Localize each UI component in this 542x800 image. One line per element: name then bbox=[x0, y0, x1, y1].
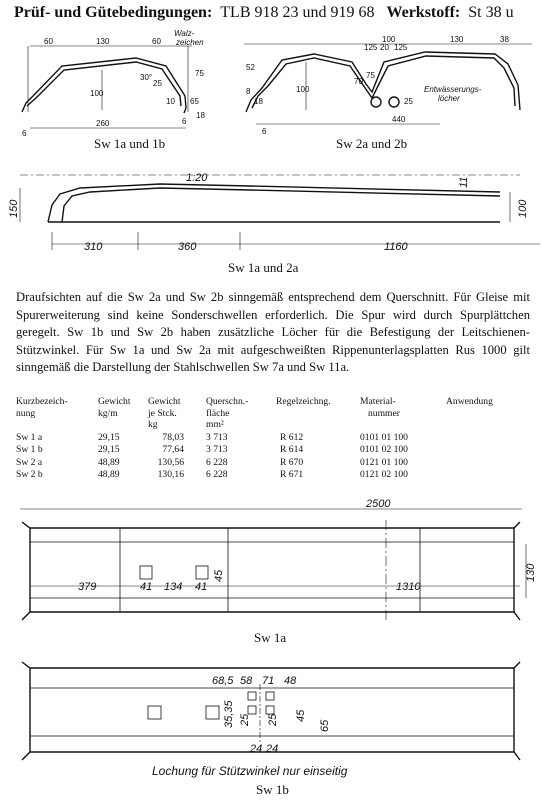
dim-label: 35,35 bbox=[223, 700, 235, 728]
header-cell: Querschn.- fläche mm² bbox=[206, 396, 249, 430]
plan-view-sw1a bbox=[0, 492, 542, 630]
caption-sw2: Sw 2a und 2b bbox=[336, 136, 408, 151]
dim-label: 379 bbox=[78, 581, 97, 593]
sw1b-note: Lochung für Stützwinkel nur einseitig bbox=[152, 764, 348, 778]
dim-label: 70 bbox=[354, 77, 363, 86]
dim-label: 6 bbox=[262, 127, 267, 136]
dim-label: 130 bbox=[96, 37, 110, 46]
caption-side-view: Sw 1a und 2a bbox=[228, 260, 299, 275]
dim-label: zeichen bbox=[176, 38, 204, 47]
dim-label: 65 bbox=[190, 97, 199, 106]
dim-label: 60 bbox=[44, 37, 53, 46]
dim-label: 310 bbox=[84, 241, 103, 253]
header-cell: Gewicht je Stck. kg bbox=[148, 396, 181, 430]
dim-label: 75 bbox=[366, 71, 375, 80]
material-label: Werkstoff: bbox=[386, 4, 461, 21]
plan-dimensions-sw1b bbox=[212, 675, 331, 755]
side-view-dimensions bbox=[8, 172, 529, 253]
side-view-drawing bbox=[0, 160, 542, 260]
dim-label: 130 bbox=[525, 563, 537, 582]
header-cell: Kurzbezeich- nung bbox=[16, 396, 68, 419]
dim-label: 48 bbox=[284, 675, 297, 687]
dim-label: 1160 bbox=[384, 241, 408, 253]
header-reference: TLB 918 23 und 919 68 bbox=[220, 4, 375, 21]
dim-label: 2500 bbox=[366, 498, 391, 510]
dim-label: 25 bbox=[404, 97, 413, 106]
dim-label: 25 bbox=[153, 79, 162, 88]
table-header-row bbox=[16, 396, 493, 431]
description-paragraph: Draufsichten auf die Sw 2a und Sw 2b sinngemäß entsprechend dem Querschnitt. Für Gleise mit Spurerweiterung sind keine Sonderschwellen erforderlich. Die Spur wird durch Spurplättchen geregelt. Sw 1b und Sw 2b haben zusätzliche Löcher für die Befestigung der Leitschienen-Stützwinkel. Für Sw 1a und Sw 2a mit aufgeschweißten Rippenunterlagsplatten Rus 1000 gilt sinngemäß die Darstellung der Stahlschwellen Sw 7a und Sw 11a. bbox=[16, 290, 530, 374]
page-header bbox=[14, 4, 514, 22]
dim-label: Entwässerungs- bbox=[424, 85, 482, 94]
dim-label: Walz- bbox=[174, 29, 195, 38]
dim-label: 125 bbox=[364, 43, 378, 52]
plan-view-sw1b bbox=[0, 652, 542, 764]
dim-label: 100 bbox=[382, 35, 396, 44]
dim-label: 100 bbox=[517, 199, 529, 218]
dim-label: 52 bbox=[246, 63, 255, 72]
dim-label: 38 bbox=[500, 35, 509, 44]
dim-label: 24 bbox=[250, 743, 263, 755]
dim-label: 11 bbox=[458, 176, 470, 188]
dim-label: 125 bbox=[394, 43, 408, 52]
caption-sw1: Sw 1a und 1b bbox=[94, 136, 166, 151]
dim-label: 1310 bbox=[396, 581, 421, 593]
dim-label: 134 bbox=[164, 581, 183, 593]
dim-label: 360 bbox=[178, 241, 197, 253]
header-cell: Anwendung bbox=[446, 396, 493, 407]
dim-label: 60 bbox=[152, 37, 161, 46]
table-row: Sw 2 b 48,89 130,16 6 228 R 671 0121 02 100 bbox=[16, 469, 408, 480]
dim-label: 45 bbox=[213, 569, 225, 582]
material-value: St 38 u bbox=[468, 4, 514, 21]
dim-label: 41 bbox=[140, 581, 153, 593]
dim-label: 30° bbox=[140, 73, 153, 82]
dim-label: 100 bbox=[296, 85, 310, 94]
dim-label: 100 bbox=[90, 89, 104, 98]
dim-label: 25 bbox=[239, 713, 251, 726]
header-cell: Regelzeichng. bbox=[276, 396, 331, 407]
dim-label: 18 bbox=[196, 111, 205, 120]
dim-label: 440 bbox=[392, 115, 406, 124]
dim-label: 6 bbox=[182, 117, 187, 126]
dim-label: 71 bbox=[262, 675, 275, 687]
dim-label: 65 bbox=[319, 719, 331, 732]
cross-section-drawing bbox=[0, 22, 542, 140]
header-cell: Material- nummer bbox=[360, 396, 400, 419]
dim-label: 6 bbox=[22, 129, 27, 138]
dim-label: 20 bbox=[380, 43, 389, 52]
caption-sw1a: Sw 1a bbox=[254, 630, 287, 645]
spec-table bbox=[16, 396, 493, 481]
table-row: Sw 1 b 29,15 77,64 3 713 R 614 0101 02 100 bbox=[16, 444, 408, 455]
header-title: Prüf- und Gütebedingungen: bbox=[14, 4, 213, 21]
dim-label: 260 bbox=[96, 119, 110, 128]
dim-label: 8 bbox=[246, 87, 251, 96]
header-cell: Gewicht kg/m bbox=[98, 396, 131, 419]
table-row: Sw 1 a 29,15 78,03 3 713 R 612 0101 01 100 bbox=[16, 431, 408, 443]
dim-label: 58 bbox=[240, 675, 253, 687]
slope-label: 1:20 bbox=[186, 172, 208, 184]
dim-label: 68,5 bbox=[212, 675, 234, 687]
dim-label: 45 bbox=[295, 709, 307, 722]
dim-label: 18 bbox=[254, 97, 263, 106]
caption-sw1b: Sw 1b bbox=[256, 782, 289, 797]
dim-label: 75 bbox=[195, 69, 204, 78]
dim-label: 130 bbox=[450, 35, 464, 44]
dim-label: 150 bbox=[8, 199, 20, 218]
table-row: Sw 2 a 48,89 130,56 6 228 R 670 0121 01 100 bbox=[16, 456, 408, 468]
dim-label: 25 bbox=[267, 713, 279, 726]
dim-label: 10 bbox=[166, 97, 175, 106]
dim-label: 24 bbox=[266, 743, 279, 755]
dim-label: löcher bbox=[438, 94, 460, 103]
dim-label: 41 bbox=[195, 581, 208, 593]
